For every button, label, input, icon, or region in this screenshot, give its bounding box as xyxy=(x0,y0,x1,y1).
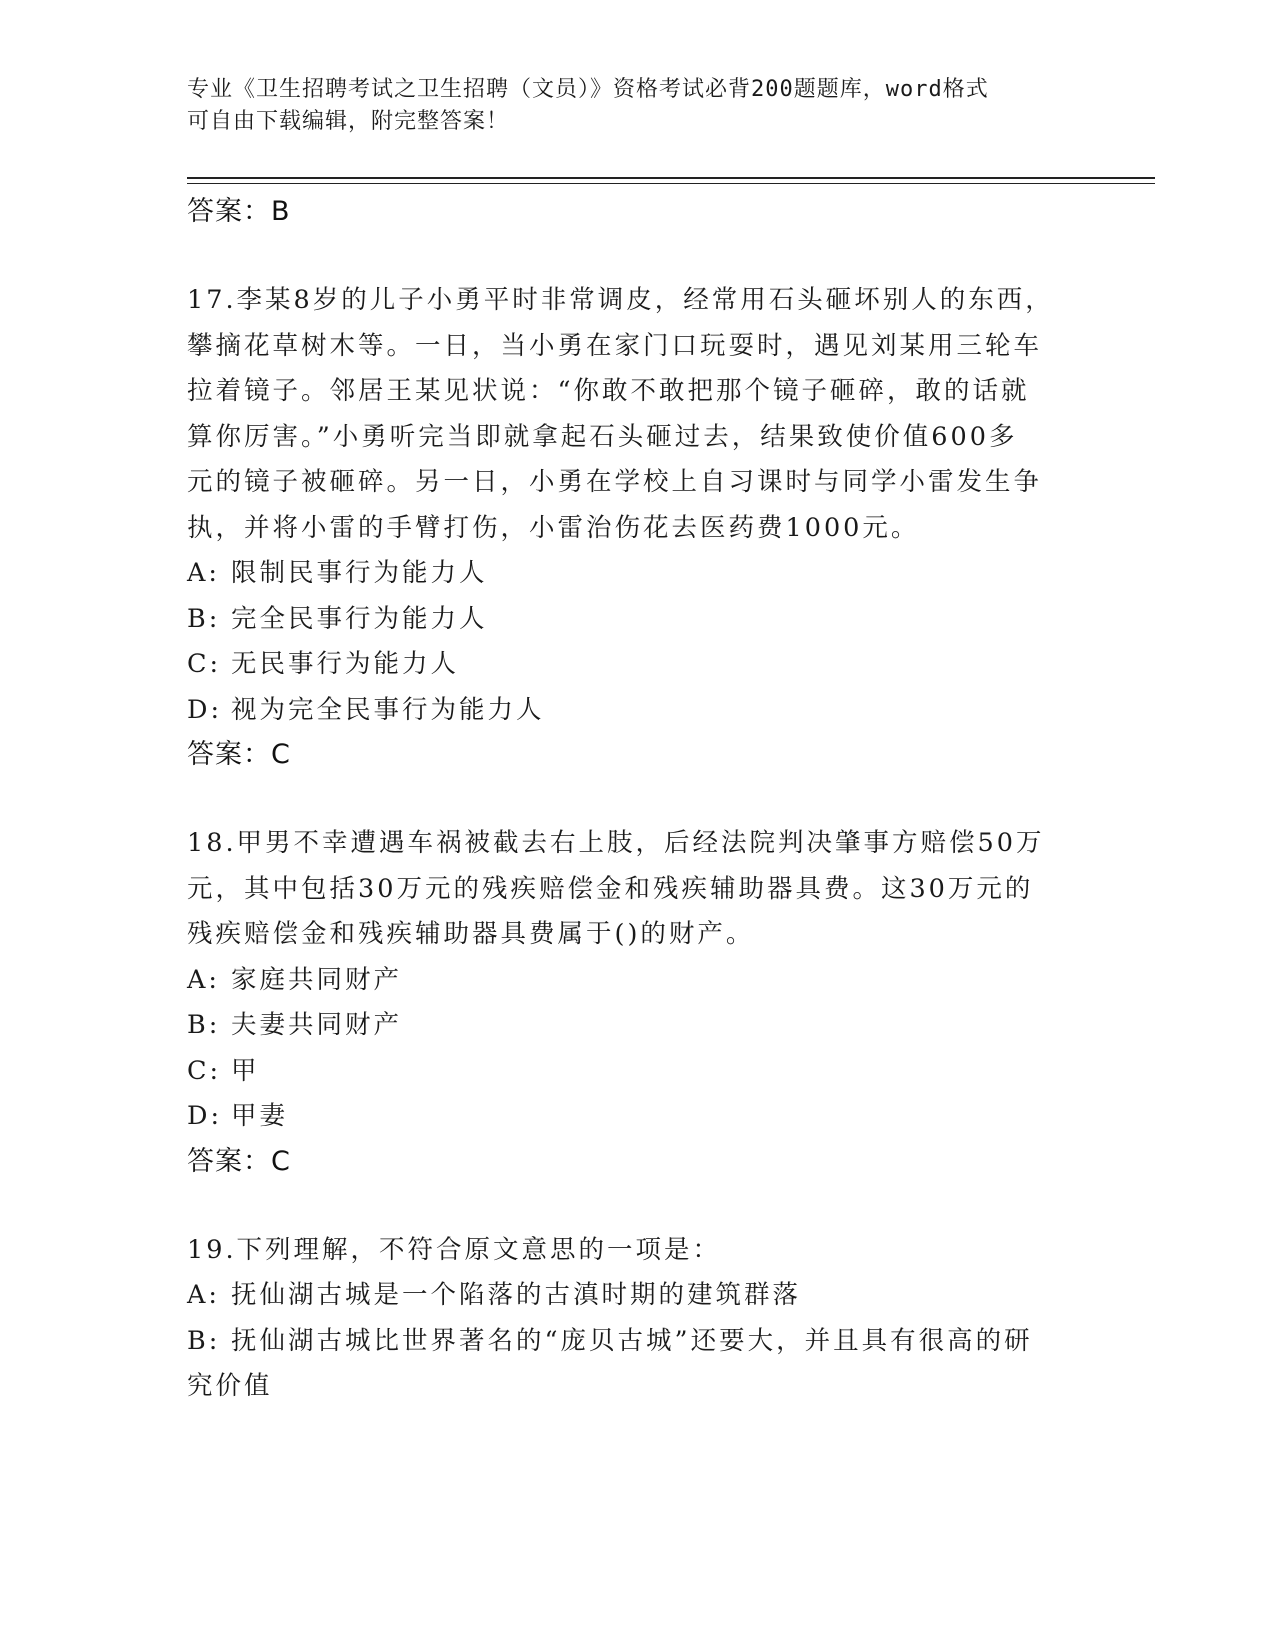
previous-answer: 答案：B xyxy=(187,196,291,227)
question-stem-line: 执，并将小雷的手臂打伤，小雷治伤花去医药费1000元。 xyxy=(187,512,920,543)
option-text: 甲 xyxy=(231,1055,260,1086)
option-a xyxy=(187,958,1087,1004)
option-text: 甲妻 xyxy=(231,1101,289,1131)
question-stem-line: 19.下列理解，不符合原文意思的一项是： xyxy=(187,1234,722,1265)
option-key: A: xyxy=(187,558,221,588)
option-c xyxy=(187,642,1087,688)
option-text: 抚仙湖古城比世界著名的“庞贝古城”还要大，并且具有很高的研 xyxy=(231,1325,1033,1356)
question-stem-line: 18.甲男不幸遭遇车祸被截去右上肢，后经法院判决肇事方赔偿50万 xyxy=(187,828,1045,858)
option-key: C: xyxy=(187,649,222,679)
question-19 xyxy=(187,1228,1087,1410)
question-17 xyxy=(187,278,1087,777)
option-b xyxy=(187,597,1087,643)
option-b xyxy=(187,1003,1087,1049)
option-key: D: xyxy=(187,694,223,725)
option-text: 限制民事行为能力人 xyxy=(231,558,488,588)
option-key: A: xyxy=(187,964,221,995)
option-key: B: xyxy=(187,603,221,634)
page-header xyxy=(187,74,1067,138)
header-rule-thick xyxy=(187,177,1155,179)
question-stem-line: 残疾赔偿金和残疾辅助器具费属于()的财产。 xyxy=(187,919,755,949)
option-key: C: xyxy=(187,1055,222,1086)
question-stem-line: 元，其中包括30万元的残疾赔偿金和残疾辅助器具费。这30万元的 xyxy=(187,873,1034,904)
option-d xyxy=(187,688,1087,734)
question-stem-line: 算你厉害。”小勇听完当即就拿起石头砸过去，结果致使价值600多 xyxy=(187,421,1018,452)
answer-18: 答案：C xyxy=(187,1145,291,1177)
question-18 xyxy=(187,821,1087,1184)
option-c xyxy=(187,1049,1087,1095)
answer-17: 答案：C xyxy=(187,739,291,770)
question-list xyxy=(187,190,1087,1410)
option-key: A: xyxy=(187,1280,221,1310)
option-b xyxy=(187,1319,1087,1365)
header-rule-thin xyxy=(187,183,1155,184)
option-key: B: xyxy=(187,1010,221,1040)
header-line-2: 可自由下载编辑，附完整答案！ xyxy=(187,109,510,134)
option-text: 家庭共同财产 xyxy=(231,964,403,995)
option-text: 夫妻共同财产 xyxy=(231,1010,403,1040)
option-key: B: xyxy=(187,1325,221,1356)
option-text: 视为完全民事行为能力人 xyxy=(231,694,545,725)
question-stem-line: 元的镜子被砸碎。另一日，小勇在学校上自习课时与同学小雷发生争 xyxy=(187,467,1043,497)
header-line-1: 专业《卫生招聘考试之卫生招聘（文员）》资格考试必背200题题库，word格式 xyxy=(187,77,989,102)
option-text: 完全民事行为能力人 xyxy=(231,603,488,634)
option-text: 抚仙湖古城是一个陷落的古滇时期的建筑群落 xyxy=(231,1280,802,1310)
question-stem-line: 17.李某8岁的儿子小勇平时非常调皮，经常用石头砸坏别人的东西， xyxy=(187,285,1054,315)
option-d xyxy=(187,1094,1087,1140)
option-text: 无民事行为能力人 xyxy=(231,649,460,679)
option-key: D: xyxy=(187,1101,223,1131)
question-stem-line: 拉着镜子。邻居王某见状说：“你敢不敢把那个镜子砸碎，敢的话就 xyxy=(187,376,1030,406)
option-a xyxy=(187,1273,1087,1319)
question-stem-line: 攀摘花草树木等。一日，当小勇在家门口玩耍时，遇见刘某用三轮车 xyxy=(187,330,1043,361)
option-a xyxy=(187,551,1087,597)
option-continuation: 究价值 xyxy=(187,1371,273,1401)
